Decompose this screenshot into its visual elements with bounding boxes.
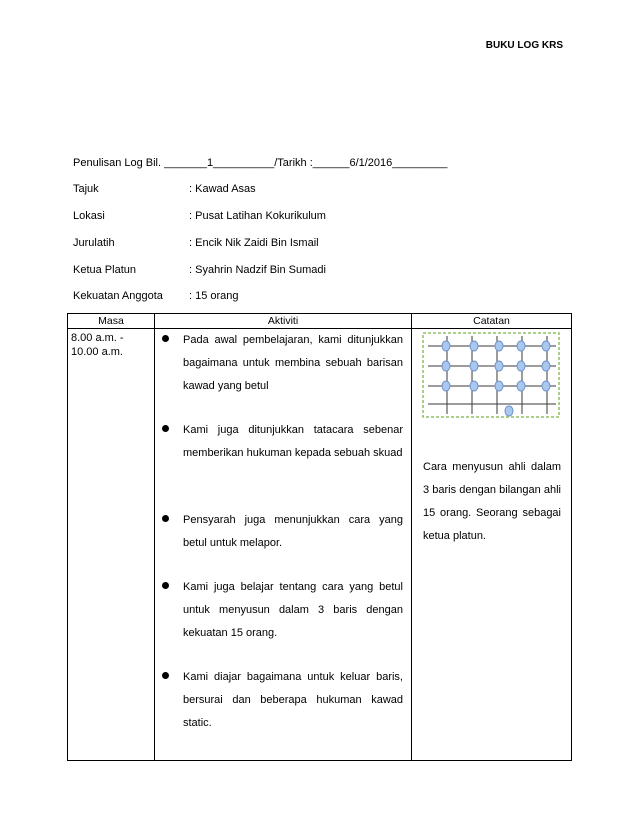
member-node [442,361,450,371]
meta-label: Tajuk [73,183,99,195]
bullet-icon [162,335,169,342]
meta-label: Ketua Platun [73,264,136,276]
bullet-icon [162,425,169,432]
activity-text: Kami juga belajar tentang cara yang betul untuk menyusun dalam 3 baris dengan kekuatan 15 orang. [183,581,403,639]
formation-diagram [422,332,560,418]
header-title: BUKU LOG KRS [485,40,563,51]
column-header-catatan: Catatan [412,314,572,329]
member-node [442,341,450,351]
log-table [67,313,572,761]
column-header-masa: Masa [68,314,155,329]
meta-row-kekuatan-anggota [73,290,239,302]
member-node [517,341,525,351]
column-header-aktiviti: Aktiviti [155,314,412,329]
member-node [495,361,503,371]
catatan-text: Cara menyusun ahli dalam 3 baris dengan bilangan ahli 15 orang. Seorang sebagai ketua platun. [423,461,561,542]
bullet-icon [162,582,169,589]
meta-label: Lokasi [73,210,105,222]
bullet-icon [162,515,169,522]
aktiviti-cell [155,329,412,761]
member-node [542,361,550,371]
masa-cell [68,329,155,761]
table-row [68,329,572,761]
activity-text: Kami diajar bagaimana untuk keluar baris, bersurai dan beberapa hukuman kawad static. [183,671,403,729]
meta-row-jurulatih [73,237,319,249]
member-node [542,341,550,351]
member-node [470,341,478,351]
meta-row-lokasi [73,210,326,222]
meta-row-ketua-platun [73,264,326,276]
activity-text: Pensyarah juga menunjukkan cara yang betul untuk melapor. [183,514,403,549]
meta-row-tajuk [73,183,256,195]
meta-value: : Syahrin Nadzif Bin Sumadi [189,264,326,276]
member-node [442,381,450,391]
activity-text: Pada awal pembelajaran, kami ditunjukkan bagaimana untuk membina sebuah barisan kawad yang betul [183,334,403,392]
meta-value: : Kawad Asas [189,183,256,195]
meta-label: Jurulatih [73,237,115,249]
meta-value: : Encik Nik Zaidi Bin Ismail [189,237,319,249]
member-node [517,381,525,391]
catatan-cell [412,329,572,761]
member-node [517,361,525,371]
activity-text: Kami juga ditunjukkan tatacara sebenar memberikan hukuman kepada sebuah skuad [183,424,403,459]
table-header-row [68,314,572,329]
meta-value: : 15 orang [189,290,239,302]
log-entry-line: Penulisan Log Bil. _______1__________/Tarikh :______6/1/2016_________ [73,157,448,169]
meta-label: Kekuatan Anggota [73,290,163,302]
member-node [495,381,503,391]
meta-value: : Pusat Latihan Kokurikulum [189,210,326,222]
time-end: 10.00 a.m. [71,346,123,358]
member-node [542,381,550,391]
platoon-leader-node [505,406,513,416]
member-node [495,341,503,351]
bullet-icon [162,672,169,679]
member-node [470,361,478,371]
time-start: 8.00 a.m. - [71,332,124,344]
member-node [470,381,478,391]
